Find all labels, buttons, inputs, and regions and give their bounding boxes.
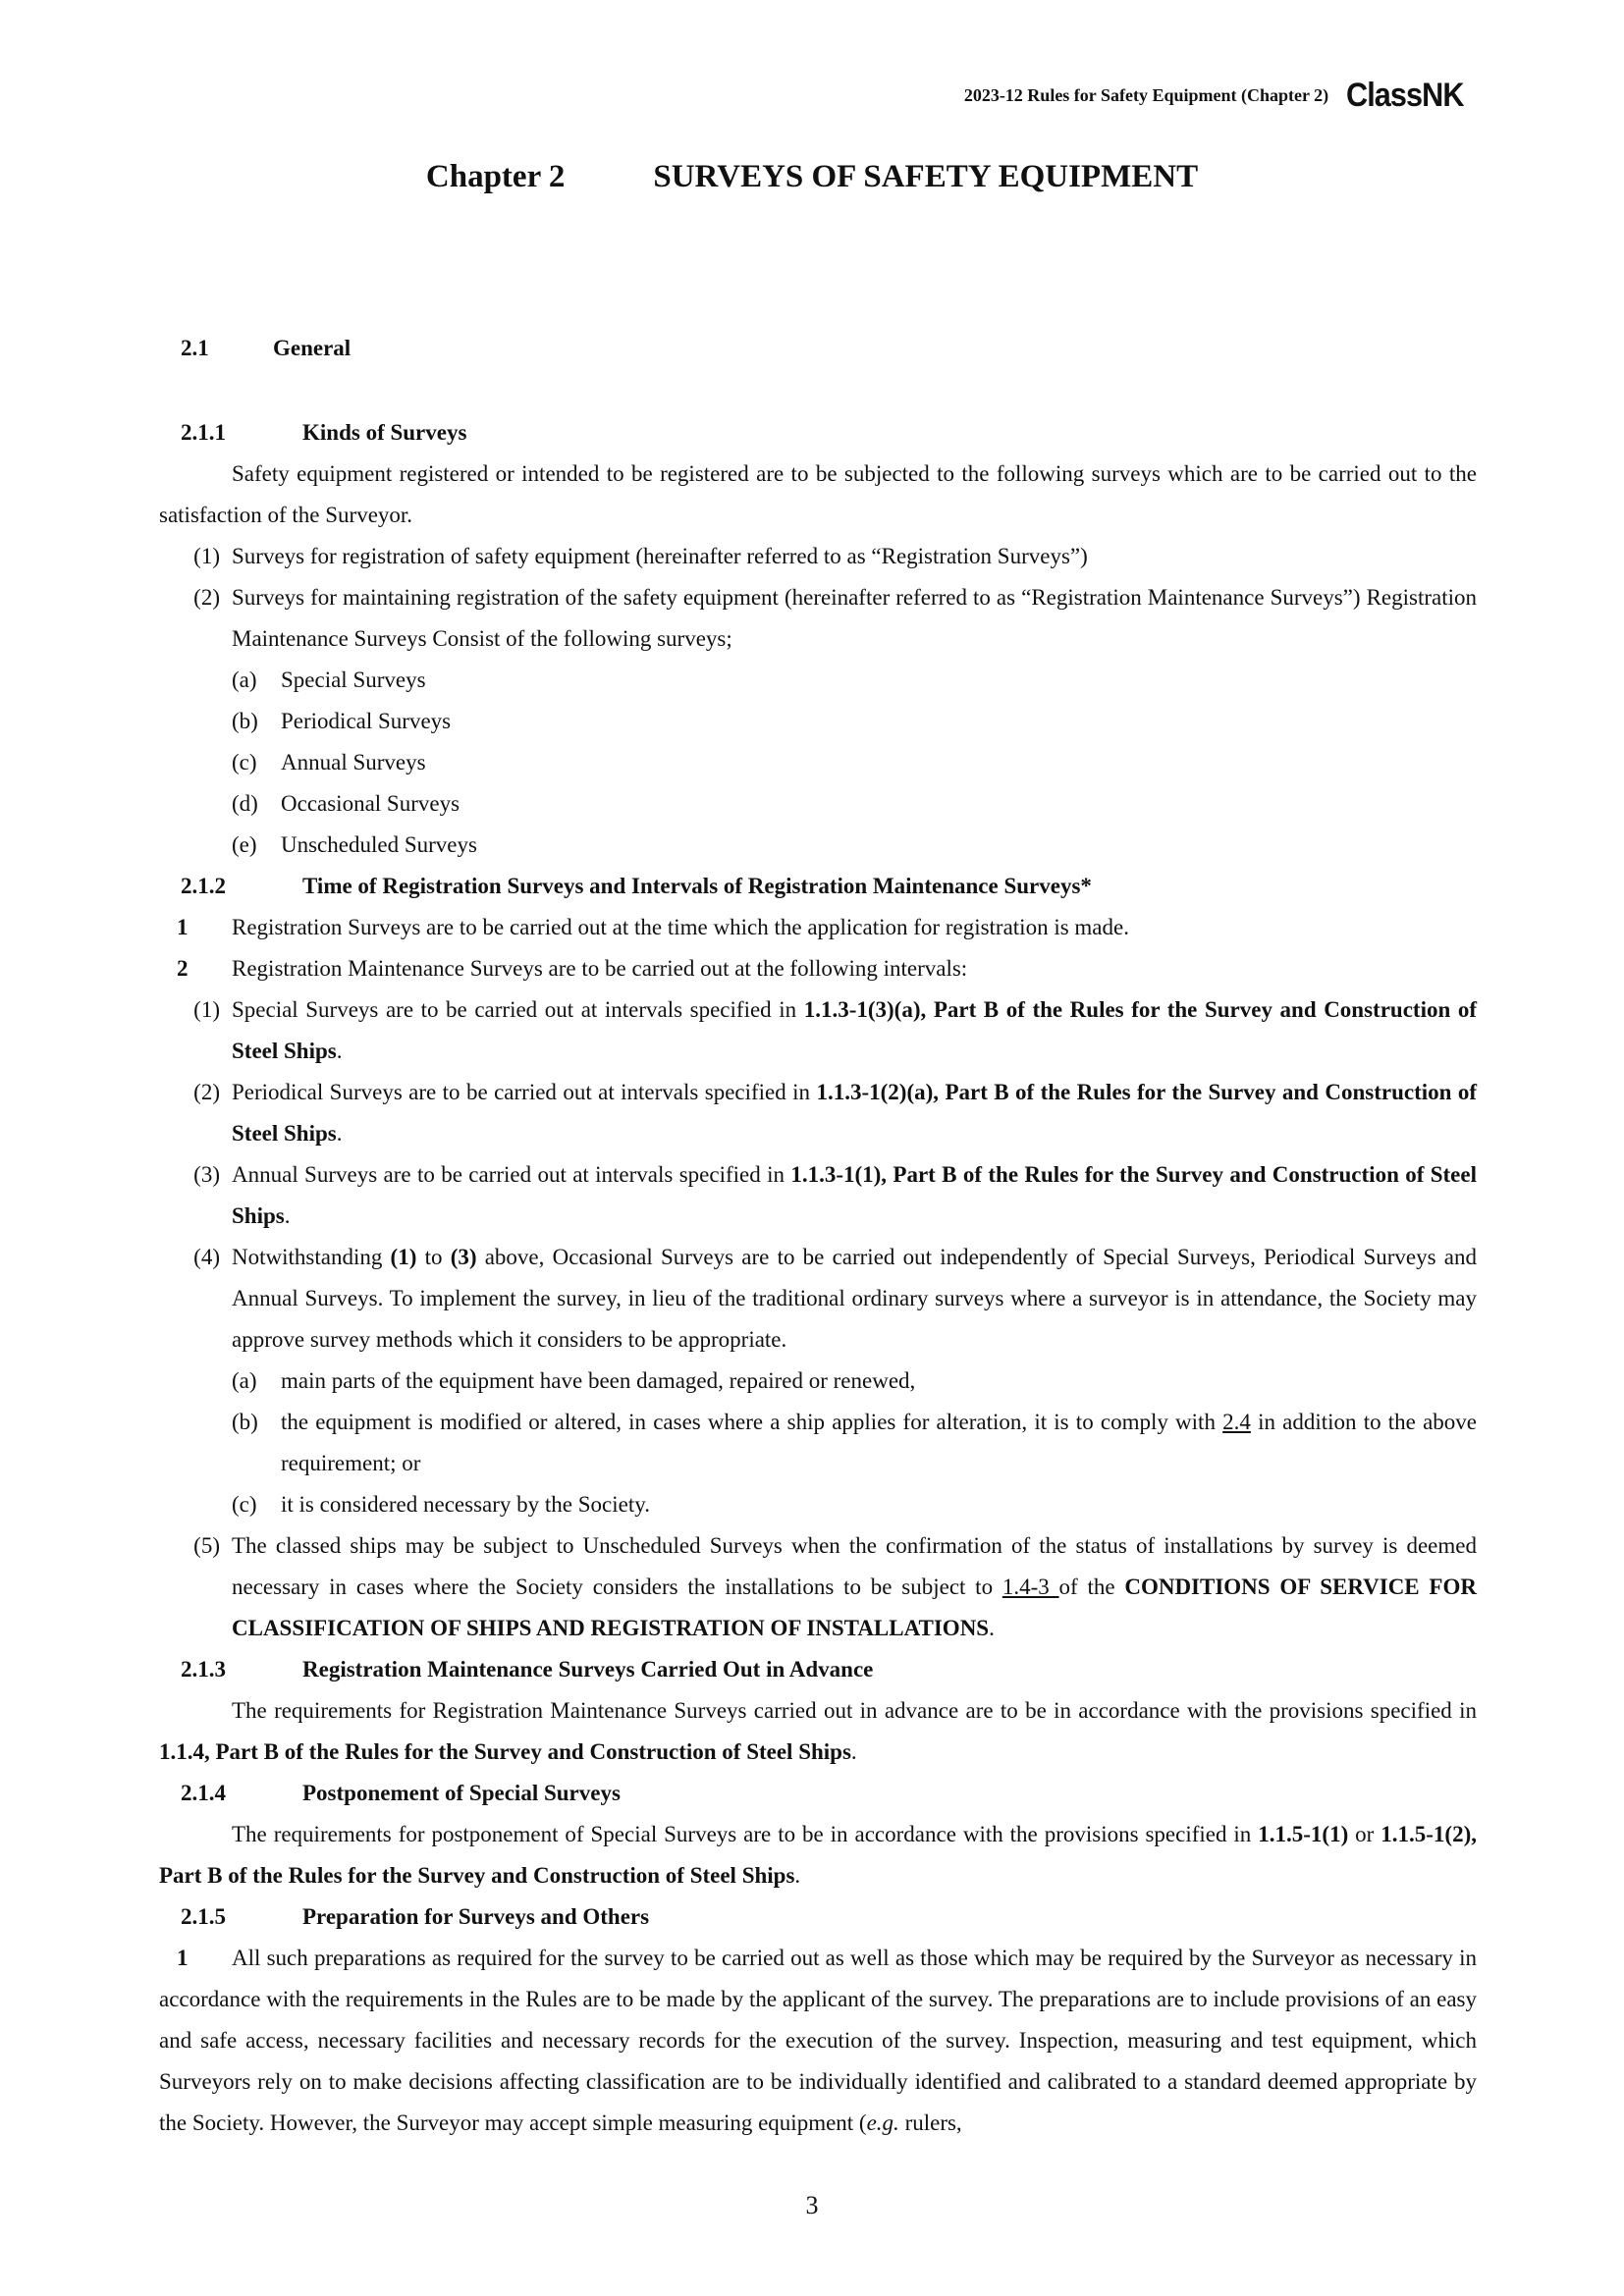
list-item: [159, 1237, 1477, 1361]
item-text: Annual Surveys: [281, 750, 426, 774]
item-label: (e): [232, 832, 257, 857]
page-number: 3: [805, 2191, 819, 2219]
section-title: General: [273, 336, 352, 360]
item-text: Periodical Surveys are to be carried out at intervals specified in 1.1.3-1(2)(a), Part B of the Rules for the Survey and Construction of Steel Ships.: [232, 1080, 1477, 1146]
item-label: (c): [232, 750, 257, 774]
sub-list-item: [159, 1484, 1477, 1525]
rule-reference: (3): [450, 1245, 477, 1269]
item-label: (b): [232, 709, 258, 733]
item-label: (3): [193, 1162, 220, 1187]
item-label: (2): [193, 585, 220, 610]
numbered-paragraph: 1 All such preparations as required for the survey to be carried out as well as those which may be required by the Surveyor as necessary in accordance with the requirements in the Rules are to be made by the applicant of the survey. The preparations are to include provisions of an easy and safe access, necessary facilities and necessary records for the execution of the survey. Inspection, measuring and test equipment, which Surveyors rely on to make decisions affecting classification are to be individually identified and calibrated to a standard deemed appropriate by the Society. However, the Surveyor may accept simple measuring equipment (e.g. rulers,: [159, 1938, 1477, 2144]
section-title: Registration Maintenance Surveys Carried Out in Advance: [302, 1657, 874, 1682]
rule-reference: (1): [390, 1245, 417, 1269]
section-2-1-5-heading: [159, 1896, 1477, 1938]
chapter-title: SURVEYS OF SAFETY EQUIPMENT: [653, 159, 1199, 194]
item-label: (5): [193, 1533, 220, 1558]
item-text: Surveys for registration of safety equipment (hereinafter referred to as “Registration Surveys”): [232, 544, 1088, 568]
paragraph: The requirements for Registration Maintenance Surveys carried out in advance are to be in accordance with the provisions specified in 1.1.4, Part B of the Rules for the Survey and Construction of Steel Ships.: [159, 1698, 1477, 1764]
item-text: Notwithstanding (1) to (3) above, Occasional Surveys are to be carried out independently of Special Surveys, Periodical Surveys and Annual Surveys. To implement the survey, in lieu of the traditional ordinary surveys where a surveyor is in attendance, the Society may approve survey methods which it considers to be appropriate.: [232, 1245, 1478, 1352]
section-number: 2.1.5: [181, 1904, 226, 1929]
item-text: Unscheduled Surveys: [281, 832, 477, 857]
rule-reference: 1.1.4, Part B of the Rules for the Survey and Construction of Steel Ships: [159, 1739, 851, 1764]
chapter-heading: [0, 159, 1624, 195]
list-item: [159, 536, 1477, 577]
item-label: (1): [193, 544, 220, 568]
rule-reference: 1.1.5-1(2), Part B of the Rules for the Survey and Construction of Steel Ships: [159, 1822, 1477, 1888]
section-2-1-1-heading: [159, 412, 1477, 454]
paragraph-number: 1: [177, 915, 189, 939]
rule-reference: 1.1.3-1(1), Part B of the Rules for the Survey and Construction of Steel Ships: [232, 1162, 1477, 1228]
paragraph-text: Registration Maintenance Surveys are to be carried out at the following intervals:: [232, 956, 968, 981]
item-text: Occasional Surveys: [281, 791, 460, 816]
numbered-paragraph: [159, 948, 1477, 989]
paragraph-number: 2: [177, 956, 189, 981]
sub-list-item: [159, 825, 1477, 866]
item-text: Special Surveys: [281, 667, 426, 692]
sub-list-item: [159, 783, 1477, 825]
rule-reference: CONDITIONS OF SERVICE FOR CLASSIFICATION OF SHIPS AND REGISTRATION OF INSTALLATIONS: [232, 1575, 1477, 1640]
item-label: (b): [232, 1410, 258, 1434]
section-2-1-4-heading: [159, 1773, 1477, 1814]
chapter-number: Chapter 2: [425, 159, 566, 194]
item-text: Surveys for maintaining registration of the safety equipment (hereinafter referred to as “Registration Maintenance Surveys”) Registration Maintenance Surveys Consist of the following surveys;: [232, 585, 1477, 651]
rule-reference: 1.1.3-1(2)(a), Part B of the Rules for the Survey and Construction of Steel Ships: [232, 1080, 1477, 1146]
section-title: Preparation for Surveys and Others: [302, 1904, 650, 1929]
numbered-paragraph: [159, 907, 1477, 948]
sub-list-item: [159, 742, 1477, 783]
item-label: (d): [232, 791, 258, 816]
section-title: Postponement of Special Surveys: [302, 1781, 621, 1805]
item-text: Annual Surveys are to be carried out at intervals specified in 1.1.3-1(1), Part B of the Rules for the Survey and Construction of Steel Ships.: [232, 1162, 1477, 1228]
cross-reference-link[interactable]: 1.4-3: [1001, 1575, 1059, 1599]
section-title: Time of Registration Surveys and Intervals of Registration Maintenance Surveys*: [302, 874, 1092, 898]
sub-list-item: [159, 701, 1477, 742]
cross-reference-link[interactable]: 2.4: [1222, 1410, 1251, 1434]
section-title: Kinds of Surveys: [302, 420, 467, 445]
item-label: (a): [232, 1368, 257, 1393]
classnk-logo: ClassNK: [1346, 77, 1464, 114]
item-label: (1): [193, 997, 220, 1022]
section-2-1-2-heading: [159, 866, 1477, 907]
document-body: [159, 328, 1477, 2144]
item-label: (4): [193, 1245, 220, 1269]
paragraph-number: 1: [177, 1946, 189, 1970]
paragraph: Safety equipment registered or intended to be registered are to be subjected to the following surveys which are to be carried out to the satisfaction of the Surveyor.: [159, 461, 1477, 527]
item-text: Periodical Surveys: [281, 709, 452, 733]
list-item: [159, 1154, 1477, 1237]
item-text: it is considered necessary by the Society.: [281, 1492, 650, 1517]
paragraph-text: Registration Surveys are to be carried out at the time which the application for registration is made.: [232, 915, 1129, 939]
list-item: [159, 989, 1477, 1072]
item-label: (a): [232, 667, 257, 692]
running-header: [964, 77, 1477, 115]
sub-list-item: [159, 1361, 1477, 1402]
section-number: 2.1.3: [181, 1657, 226, 1682]
item-text: The classed ships may be subject to Unscheduled Surveys when the confirmation of the status of installations by survey is deemed necessary in cases where the Society considers the installations to be subject to 1.4-3 of the CONDITIONS OF SERVICE FOR CLASSIFICATION OF SHIPS AND REGISTRATION OF INSTALLATIONS.: [232, 1533, 1477, 1640]
item-text: Special Surveys are to be carried out at intervals specified in 1.1.3-1(3)(a), Part B of the Rules for the Survey and Construction of Steel Ships.: [232, 997, 1477, 1063]
rule-reference: 1.1.5-1(1): [1258, 1822, 1349, 1846]
section-number: 2.1.2: [181, 874, 226, 898]
item-text: main parts of the equipment have been damaged, repaired or renewed,: [281, 1368, 916, 1393]
section-number: 2.1.4: [181, 1781, 226, 1805]
section-2-1-3-heading: [159, 1649, 1477, 1690]
list-item: [159, 1525, 1477, 1649]
list-item: [159, 1072, 1477, 1154]
sub-list-item: [159, 660, 1477, 701]
section-number: 2.1.1: [181, 420, 226, 445]
rule-reference: 1.1.3-1(3)(a), Part B of the Rules for the Survey and Construction of Steel Ships: [232, 997, 1477, 1063]
item-text: the equipment is modified or altered, in cases where a ship applies for alteration, it is to comply with 2.4 in addition to the above requirement; or: [281, 1410, 1477, 1475]
section-2-1-heading: [159, 328, 1477, 369]
item-label: (c): [232, 1492, 257, 1517]
list-item: [159, 577, 1477, 660]
header-title: 2023-12 Rules for Safety Equipment (Chapter 2): [963, 85, 1329, 105]
sub-list-item: [159, 1402, 1477, 1484]
item-label: (2): [193, 1080, 220, 1104]
section-number: 2.1: [181, 336, 209, 360]
paragraph: The requirements for postponement of Special Surveys are to be in accordance with the provisions specified in 1.1.5-1(1) or 1.1.5-1(2), Part B of the Rules for the Survey and Construction of Steel Ships.: [159, 1822, 1477, 1888]
